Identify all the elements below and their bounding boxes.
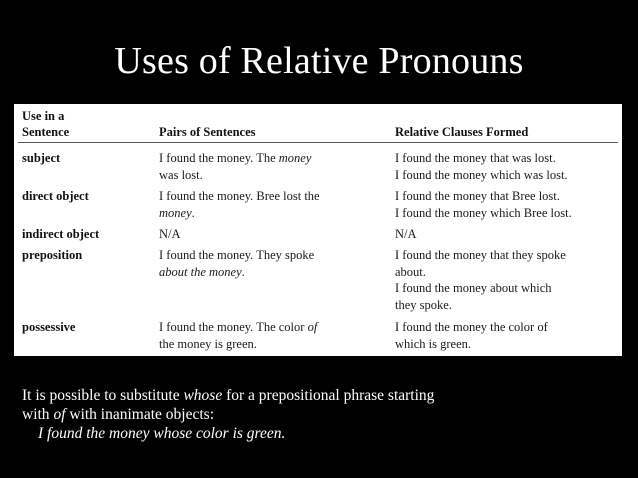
slide-note [22, 386, 622, 443]
note-text: with [22, 406, 54, 423]
note-example: I found the money whose color is green. [38, 425, 286, 442]
row-pair-sentences [159, 188, 384, 221]
clause-line: which is green. [395, 336, 472, 351]
clause-line: I found the money that Bree lost. [395, 189, 560, 203]
note-text: for a prepositional phrase starting [222, 387, 435, 404]
row-relative-clauses [395, 188, 617, 221]
row-pair-sentences [159, 247, 384, 280]
row-pair-sentences [159, 226, 384, 243]
note-text: with inanimate objects: [65, 406, 215, 423]
pair-text: I found the money. The color [159, 320, 308, 334]
pair-text: I found the money. They spoke [159, 248, 315, 262]
clause-line: about. [395, 264, 426, 279]
pair-text: I found the money. Bree lost the [159, 189, 320, 203]
note-text: It is possible to substitute [22, 387, 184, 404]
pair-text: N/A [159, 227, 181, 241]
row-use-label: direct object [22, 189, 89, 203]
slide-title: Uses of Relative Pronouns [114, 40, 524, 82]
pair-text: I found the money. The [159, 151, 279, 165]
row-pair-sentences [159, 150, 384, 183]
row-use-label: possessive [22, 320, 76, 334]
header-use-line1: Use in a [22, 109, 65, 123]
pair-italic: money [278, 151, 312, 165]
clause-line: I found the money about which [395, 281, 552, 295]
pair-text-end: the money is green. [159, 336, 257, 351]
clause-line: I found the money that they spoke [395, 248, 566, 262]
header-use-line2: Sentence [22, 125, 70, 139]
header-pairs-of-sentences: Pairs of Sentences [159, 125, 256, 139]
pair-text-end: . [241, 264, 245, 279]
clause-line: N/A [395, 227, 417, 241]
clause-line: I found the money that was lost. [395, 151, 556, 165]
note-line-1 [22, 386, 622, 405]
clause-line: they spoke. [395, 297, 452, 312]
note-emphasis: whose [183, 387, 223, 404]
pair-text-end: was lost. [159, 167, 203, 182]
pair-text-end: . [191, 205, 195, 220]
note-emphasis: of [53, 406, 66, 423]
clause-line: I found the money the color of [395, 320, 548, 334]
note-line-2 [22, 405, 622, 424]
pair-italic: of [307, 320, 318, 334]
clause-line: I found the money which was lost. [395, 167, 568, 182]
row-relative-clauses [395, 150, 617, 183]
row-use-label: preposition [22, 248, 83, 262]
header-divider [18, 142, 618, 143]
header-use-in-sentence [22, 108, 69, 140]
pair-italic: about the money [159, 264, 242, 279]
row-relative-clauses [395, 247, 617, 313]
row-pair-sentences [159, 319, 384, 352]
row-use-label: indirect object [22, 227, 100, 241]
clause-line: I found the money which Bree lost. [395, 205, 572, 220]
pair-italic: money [159, 205, 192, 220]
relative-pronouns-table [14, 104, 622, 356]
row-relative-clauses [395, 319, 617, 352]
row-use-label: subject [22, 151, 61, 165]
header-relative-clauses: Relative Clauses Formed [395, 125, 529, 139]
row-relative-clauses [395, 226, 617, 243]
